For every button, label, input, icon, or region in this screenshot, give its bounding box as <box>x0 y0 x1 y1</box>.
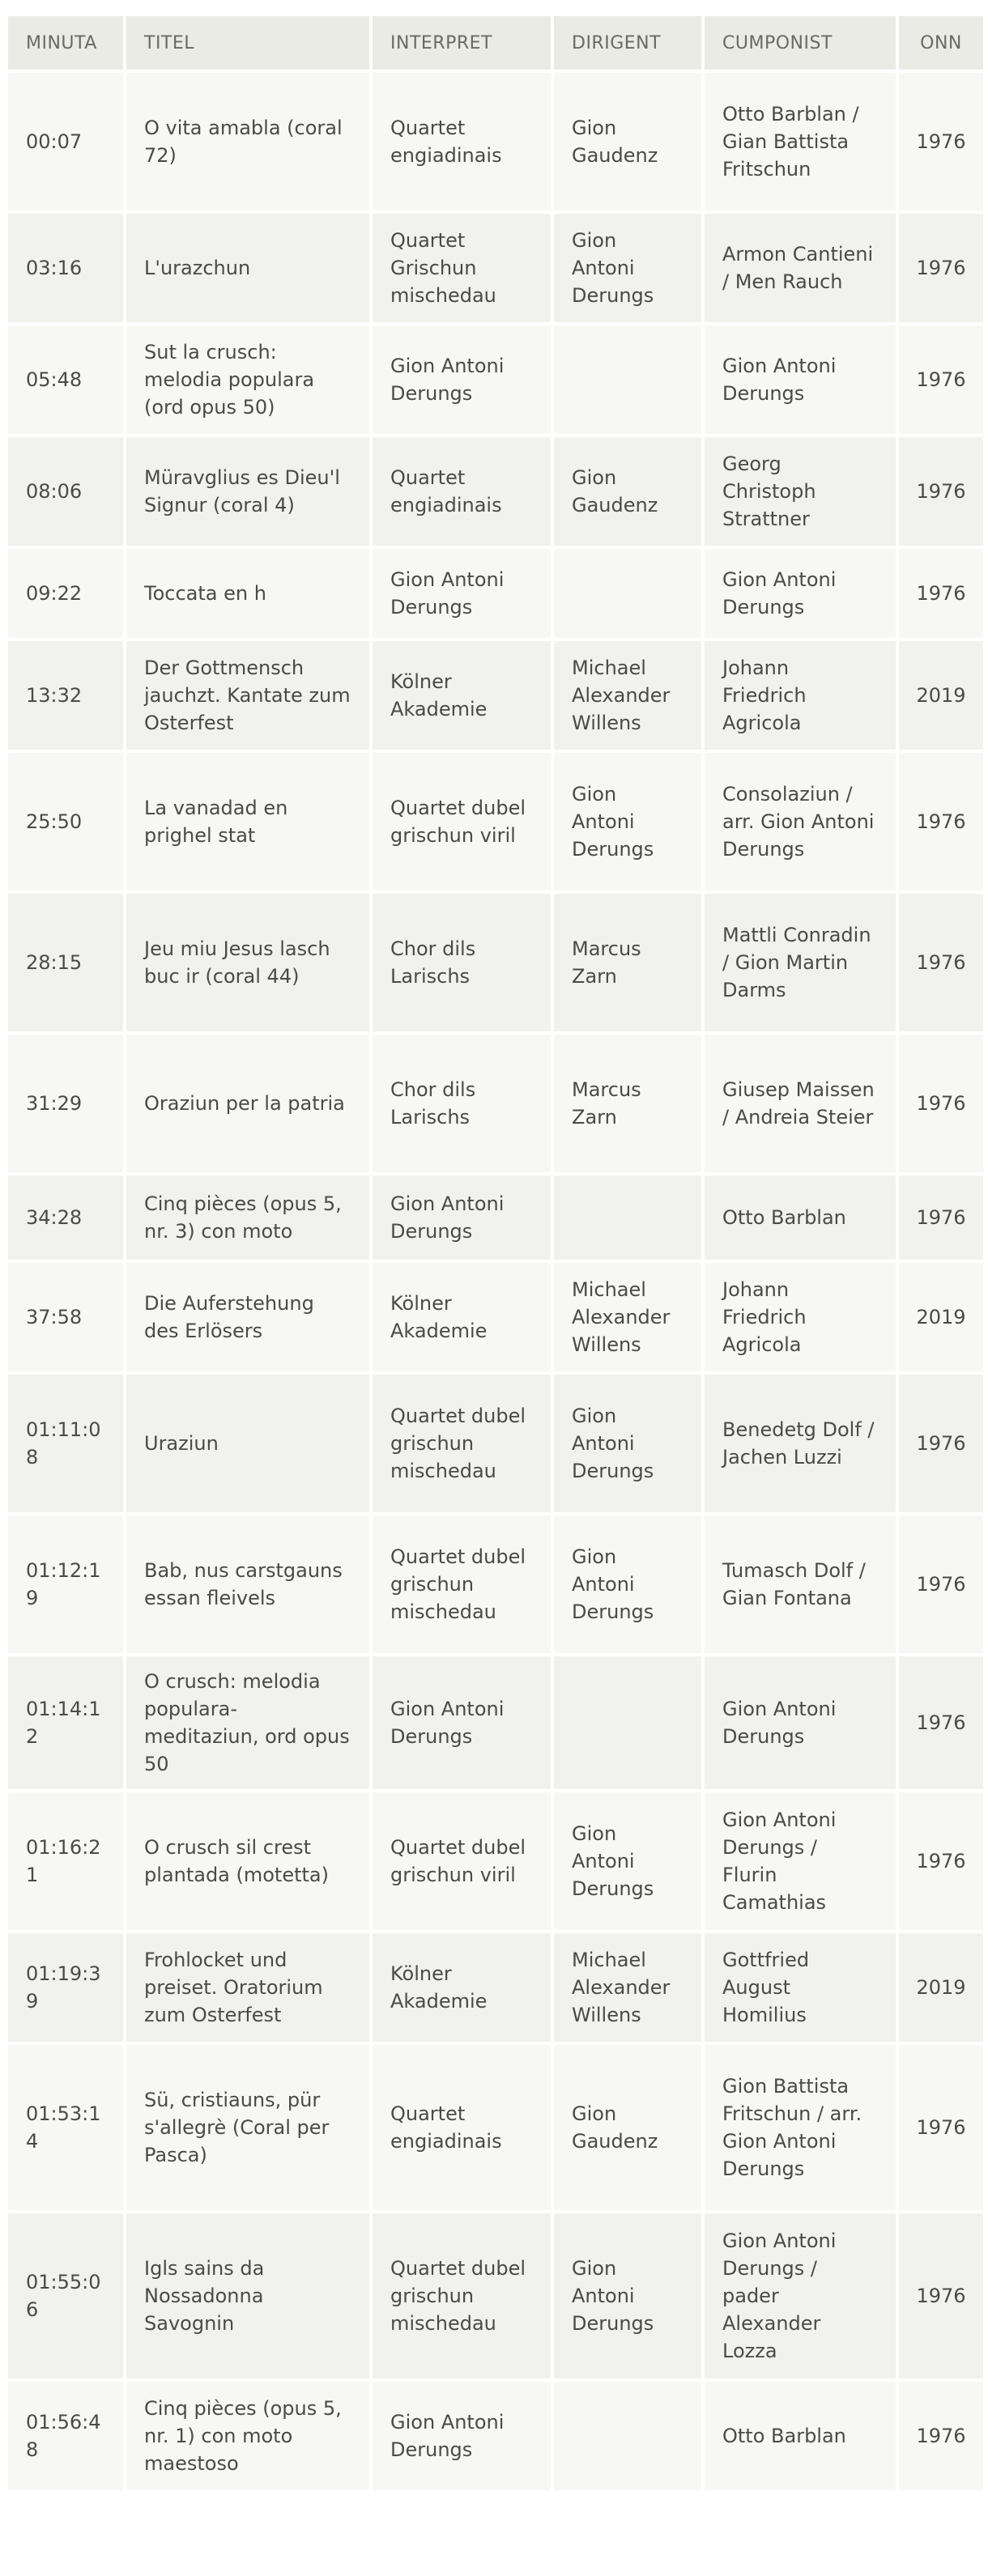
table-row <box>8 73 983 210</box>
cell-dirigent: Gion Antoni Derungs <box>554 1792 701 1930</box>
table-row <box>8 1263 983 1371</box>
cell-dirigent: Marcus Zarn <box>554 894 701 1031</box>
table-header <box>8 16 983 70</box>
cell-titel: O crusch sil crest plantada (motetta) <box>126 1792 369 1930</box>
cell-titel: Sü, cristiauns, pür s'allegrè (Coral per Pasca) <box>126 2045 369 2210</box>
table-row <box>8 549 983 638</box>
cell-titel: Sut la crusch: melodia populara (ord opus 50) <box>126 325 369 434</box>
cell-interpret: Quartet engiadinais <box>373 73 551 210</box>
cell-titel: Cinq pièces (opus 5, nr. 3) con moto <box>126 1175 369 1260</box>
cell-cumponist: Otto Barblan / Gian Battista Fritschun <box>705 73 896 210</box>
cell-minuta: 25:50 <box>8 753 123 891</box>
cell-dirigent: Gion Gaudenz <box>554 73 701 210</box>
cell-dirigent: Gion Antoni Derungs <box>554 753 701 891</box>
cell-onn: 2019 <box>899 1933 983 2042</box>
table-row <box>8 1656 983 1789</box>
cell-dirigent <box>554 1656 701 1789</box>
cell-dirigent: Gion Gaudenz <box>554 2045 701 2210</box>
cell-onn: 1976 <box>899 2382 983 2490</box>
cell-titel: L'urazchun <box>126 214 369 322</box>
cell-minuta: 08:06 <box>8 437 123 546</box>
cell-minuta: 01:53:14 <box>8 2045 123 2210</box>
table-row <box>8 641 983 750</box>
cell-onn: 1976 <box>899 325 983 434</box>
cell-cumponist: Gottfried August Homilius <box>705 1933 896 2042</box>
cell-onn: 1976 <box>899 1792 983 1930</box>
cell-onn: 1976 <box>899 1035 983 1172</box>
header-titel: TITEL <box>126 16 369 70</box>
cell-minuta: 01:56:48 <box>8 2382 123 2490</box>
table-row <box>8 1175 983 1260</box>
cell-dirigent <box>554 549 701 638</box>
cell-interpret: Kölner Akademie <box>373 641 551 750</box>
cell-cumponist: Benedetg Dolf / Jachen Luzzi <box>705 1375 896 1512</box>
cell-onn: 1976 <box>899 73 983 210</box>
cell-onn: 1976 <box>899 214 983 322</box>
cell-onn: 1976 <box>899 549 983 638</box>
cell-titel: Igls sains da Nossadonna Savognin <box>126 2213 369 2378</box>
cell-cumponist: Gion Antoni Derungs <box>705 549 896 638</box>
cell-titel: Toccata en h <box>126 549 369 638</box>
cell-interpret: Quartet engiadinais <box>373 2045 551 2210</box>
cell-dirigent: Gion Antoni Derungs <box>554 214 701 322</box>
playlist-table <box>5 13 986 2493</box>
cell-interpret: Kölner Akademie <box>373 1933 551 2042</box>
cell-minuta: 01:19:39 <box>8 1933 123 2042</box>
cell-onn: 2019 <box>899 1263 983 1371</box>
cell-cumponist: Gion Antoni Derungs / pader Alexander Lozza <box>705 2213 896 2378</box>
cell-dirigent: Michael Alexander Willens <box>554 1263 701 1371</box>
cell-titel: Müravglius es Dieu'l Signur (coral 4) <box>126 437 369 546</box>
cell-cumponist: Gion Antoni Derungs <box>705 325 896 434</box>
table-row <box>8 753 983 891</box>
cell-cumponist: Tumasch Dolf / Gian Fontana <box>705 1515 896 1653</box>
cell-interpret: Gion Antoni Derungs <box>373 325 551 434</box>
cell-interpret: Chor dils Larischs <box>373 1035 551 1172</box>
header-onn: ONN <box>899 16 983 70</box>
cell-cumponist: Georg Christoph Strattner <box>705 437 896 546</box>
cell-minuta: 01:14:12 <box>8 1656 123 1789</box>
cell-dirigent: Michael Alexander Willens <box>554 641 701 750</box>
cell-onn: 1976 <box>899 1175 983 1260</box>
cell-cumponist: Otto Barblan <box>705 2382 896 2490</box>
cell-cumponist: Consolaziun / arr. Gion Antoni Derungs <box>705 753 896 891</box>
cell-onn: 1976 <box>899 753 983 891</box>
cell-onn: 1976 <box>899 437 983 546</box>
header-cumponist: CUMPONIST <box>705 16 896 70</box>
cell-interpret: Quartet dubel grischun viril <box>373 753 551 891</box>
table-row <box>8 2382 983 2490</box>
cell-minuta: 03:16 <box>8 214 123 322</box>
cell-titel: O vita amabla (coral 72) <box>126 73 369 210</box>
table-row <box>8 1375 983 1512</box>
cell-interpret: Chor dils Larischs <box>373 894 551 1031</box>
table-row <box>8 2213 983 2378</box>
cell-onn: 1976 <box>899 2045 983 2210</box>
cell-minuta: 05:48 <box>8 325 123 434</box>
cell-minuta: 28:15 <box>8 894 123 1031</box>
cell-dirigent: Gion Antoni Derungs <box>554 1515 701 1653</box>
header-dirigent: DIRIGENT <box>554 16 701 70</box>
cell-dirigent: Marcus Zarn <box>554 1035 701 1172</box>
cell-cumponist: Otto Barblan <box>705 1175 896 1260</box>
cell-onn: 1976 <box>899 1656 983 1789</box>
cell-cumponist: Johann Friedrich Agricola <box>705 641 896 750</box>
cell-cumponist: Gion Antoni Derungs / Flurin Camathias <box>705 1792 896 1930</box>
cell-dirigent <box>554 2382 701 2490</box>
table-row <box>8 1792 983 1930</box>
cell-minuta: 01:11:08 <box>8 1375 123 1512</box>
cell-onn: 1976 <box>899 2213 983 2378</box>
cell-minuta: 00:07 <box>8 73 123 210</box>
cell-titel: Cinq pièces (opus 5, nr. 1) con moto maestoso <box>126 2382 369 2490</box>
table-row <box>8 325 983 434</box>
cell-interpret: Quartet Grischun mischedau <box>373 214 551 322</box>
cell-cumponist: Gion Battista Fritschun / arr. Gion Antoni Derungs <box>705 2045 896 2210</box>
table-row <box>8 2045 983 2210</box>
cell-onn: 2019 <box>899 641 983 750</box>
cell-interpret: Gion Antoni Derungs <box>373 549 551 638</box>
cell-interpret: Gion Antoni Derungs <box>373 1175 551 1260</box>
cell-minuta: 13:32 <box>8 641 123 750</box>
cell-titel: Uraziun <box>126 1375 369 1512</box>
table-row <box>8 437 983 546</box>
cell-minuta: 31:29 <box>8 1035 123 1172</box>
cell-titel: Der Gottmensch jauchzt. Kantate zum Osterfest <box>126 641 369 750</box>
cell-cumponist: Gion Antoni Derungs <box>705 1656 896 1789</box>
cell-dirigent: Gion Antoni Derungs <box>554 1375 701 1512</box>
cell-minuta: 09:22 <box>8 549 123 638</box>
cell-titel: Bab, nus carstgauns essan fleivels <box>126 1515 369 1653</box>
table-row <box>8 1515 983 1653</box>
cell-dirigent: Michael Alexander Willens <box>554 1933 701 2042</box>
cell-cumponist: Mattli Conradin / Gion Martin Darms <box>705 894 896 1031</box>
cell-dirigent: Gion Gaudenz <box>554 437 701 546</box>
table-row <box>8 894 983 1031</box>
cell-titel: O crusch: melodia populara-meditaziun, ord opus 50 <box>126 1656 369 1789</box>
cell-interpret: Gion Antoni Derungs <box>373 2382 551 2490</box>
cell-titel: Jeu miu Jesus lasch buc ir (coral 44) <box>126 894 369 1031</box>
cell-minuta: 34:28 <box>8 1175 123 1260</box>
cell-dirigent <box>554 1175 701 1260</box>
playlist-table-container <box>8 16 980 2490</box>
cell-minuta: 01:12:19 <box>8 1515 123 1653</box>
cell-titel: Frohlocket und preiset. Oratorium zum Osterfest <box>126 1933 369 2042</box>
table-body <box>8 73 983 2490</box>
table-row <box>8 1035 983 1172</box>
table-row <box>8 214 983 322</box>
cell-cumponist: Giusep Maissen / Andreia Steier <box>705 1035 896 1172</box>
cell-onn: 1976 <box>899 1375 983 1512</box>
cell-minuta: 01:16:21 <box>8 1792 123 1930</box>
cell-dirigent <box>554 325 701 434</box>
header-interpret: INTERPRET <box>373 16 551 70</box>
cell-minuta: 01:55:06 <box>8 2213 123 2378</box>
table-row <box>8 1933 983 2042</box>
cell-interpret: Quartet dubel grischun mischedau <box>373 1375 551 1512</box>
cell-onn: 1976 <box>899 894 983 1031</box>
cell-interpret: Quartet dubel grischun viril <box>373 1792 551 1930</box>
cell-interpret: Quartet dubel grischun mischedau <box>373 2213 551 2378</box>
header-row <box>8 16 983 70</box>
cell-interpret: Kölner Akademie <box>373 1263 551 1371</box>
cell-titel: Die Auferstehung des Erlösers <box>126 1263 369 1371</box>
cell-interpret: Quartet engiadinais <box>373 437 551 546</box>
cell-onn: 1976 <box>899 1515 983 1653</box>
cell-titel: La vanadad en prighel stat <box>126 753 369 891</box>
cell-cumponist: Armon Cantieni / Men Rauch <box>705 214 896 322</box>
cell-cumponist: Johann Friedrich Agricola <box>705 1263 896 1371</box>
cell-interpret: Quartet dubel grischun mischedau <box>373 1515 551 1653</box>
cell-dirigent: Gion Antoni Derungs <box>554 2213 701 2378</box>
cell-interpret: Gion Antoni Derungs <box>373 1656 551 1789</box>
cell-titel: Oraziun per la patria <box>126 1035 369 1172</box>
cell-minuta: 37:58 <box>8 1263 123 1371</box>
header-minuta: MINUTA <box>8 16 123 70</box>
